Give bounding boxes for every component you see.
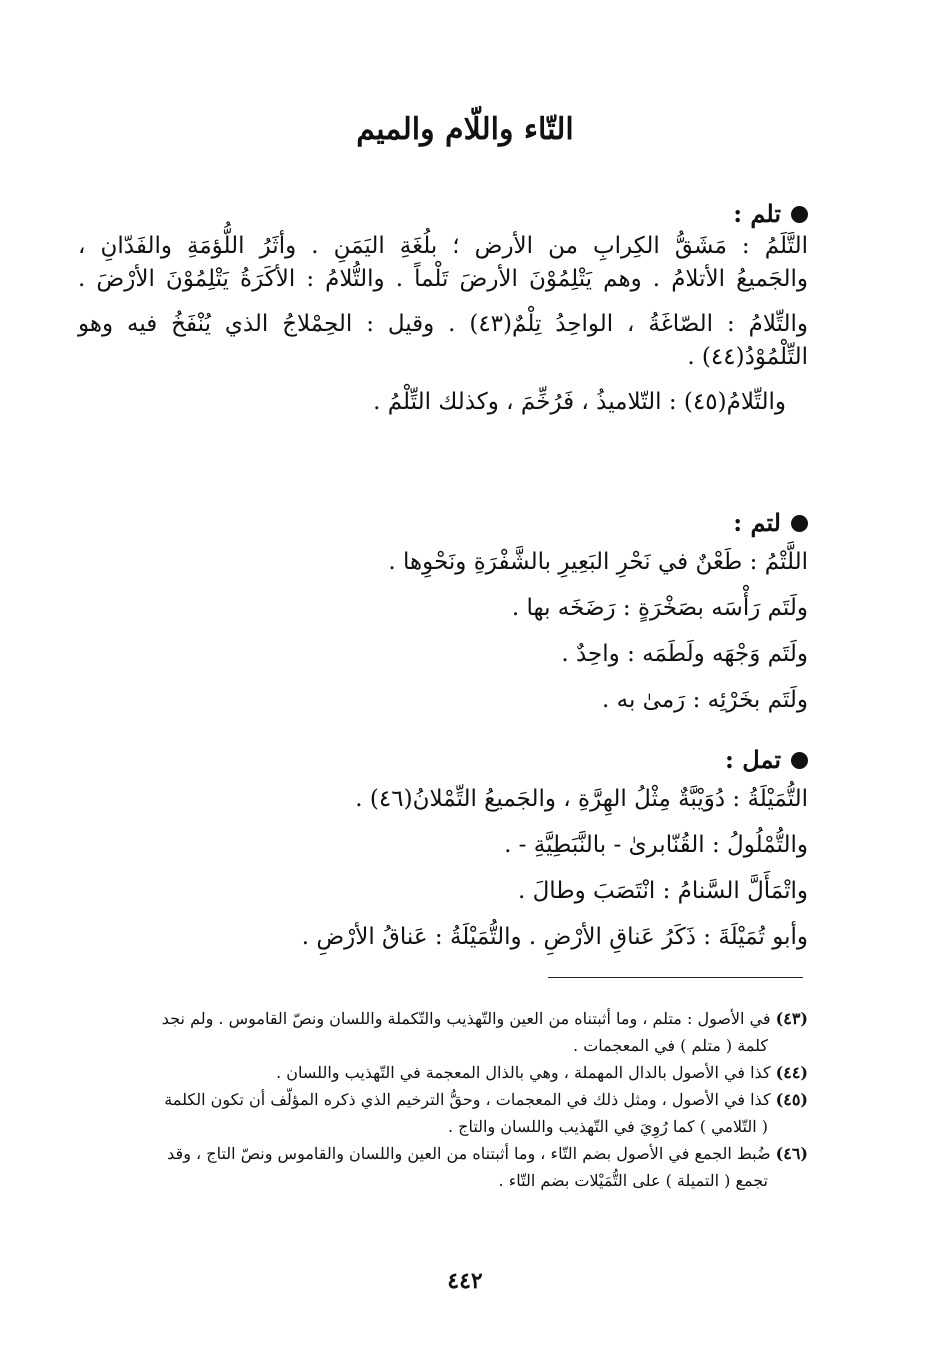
page-title: التّاء واللّام والميم	[356, 112, 574, 147]
entry-latam	[78, 507, 808, 723]
entry-line: ولَتَم رَأْسَه بصَخْرَةٍ : رَضَخَه بها .	[511, 595, 808, 621]
entry-line: ولَتَم بخَرْئِه : رَمىٰ به .	[602, 687, 808, 713]
page-number: ٤٤٢	[447, 1268, 483, 1294]
entry-line: ولَتَم وَجْهَه ولَطَمَه : واحِدٌ .	[561, 641, 808, 667]
footnote-number: (٤٥)	[775, 1090, 808, 1109]
entry-line: والتُّمْلُولُ : القُنّابرىٰ - بالنَّبَطِيَّةِ - .	[504, 832, 808, 858]
bullet-icon	[791, 515, 808, 532]
footnote-continuation: تجمع ( التميلة ) على التُّمَيْلات بضم التّاء .	[498, 1171, 768, 1190]
entry-talam	[78, 198, 808, 419]
entry-line: والتِّلامُ : الصّاغَةُ ، الواحِدُ تِلْمٌ(٤٣) . وقيل : الحِمْلاجُ الذي يُنْفَخُ فيه وهو	[78, 311, 808, 337]
entry-line: التِّلْمُوْدُ(٤٤) .	[687, 344, 808, 370]
bullet-icon	[791, 206, 808, 223]
footnote-number: (٤٣)	[775, 1009, 808, 1028]
entry-heading-label: تلم :	[733, 199, 781, 228]
footnote	[78, 1086, 808, 1140]
footnote-text: ضُبط الجمع في الأصول بضم التّاء ، وما أثبتناه من العين واللسان والقاموس ونصّ التاج ، وقد	[167, 1144, 771, 1163]
entry-line: اللَّتْمُ : طَعْنٌ في نَحْرِ البَعِيرِ بالشَّفْرَةِ ونَحْوِها .	[388, 549, 808, 575]
footnote-continuation: ( التّلامي ) كما رُوِيَ في التّهذيب واللسان والتاج .	[447, 1117, 768, 1136]
entry-heading	[78, 744, 808, 776]
footnote-text: كذا في الأصول ، ومثل ذلك في المعجمات ، وحقُّ الترخيم الذي ذكره المؤلّف أن تكون الكلمة	[164, 1090, 771, 1109]
entry-line: وأبو تُمَيْلَةَ : ذَكَرُ عَناقِ الأرْضِ . والتُّمَيْلَةُ : عَناقُ الأرْضِ .	[301, 924, 808, 950]
entry-heading-label: تمل :	[725, 745, 781, 774]
entry-line: والتِّلامُ(٤٥) : التّلاميذُ ، فَرُخِّمَ ، وكذلك التِّلْمُ .	[373, 389, 786, 415]
entry-heading-label: لتم :	[733, 508, 781, 537]
footnote	[78, 1005, 808, 1059]
bullet-icon	[791, 752, 808, 769]
entry-line: واتْمَأَلَّ السَّنامُ : انْتَصَبَ وطالَ .	[517, 878, 808, 904]
footnote	[78, 1140, 808, 1194]
entry-line: والجَميعُ الأتلامُ . وهم يَتْلِمُوْنَ الأرضَ تَلْماً . والتُّلامُ : الأكَرَةُ يَتْلِمُوْنَ الأرْضَ .	[78, 266, 808, 292]
footnote-text: كذا في الأصول بالدال المهملة ، وهي بالذال المعجمة في التّهذيب واللسان .	[276, 1063, 771, 1082]
footnote-number: (٤٤)	[775, 1063, 808, 1082]
entry-line: التُّمَيْلَةُ : دُوَيْبَّةٌ مِثْلُ الهِرَّةِ ، والجَميعُ التِّمْلانُ(٤٦) .	[355, 786, 808, 812]
footnote-number: (٤٦)	[775, 1144, 808, 1163]
footnote	[78, 1059, 808, 1086]
entry-tamal	[78, 744, 808, 960]
entry-heading	[78, 198, 808, 230]
entry-line: التَّلَمُ : مَشَقُّ الكِرابِ من الأرض ؛ بلُغَةِ اليَمَنِ . وأثَرُ اللُّؤمَةِ والفَدّانِ ،	[78, 233, 808, 259]
footnotes	[78, 1005, 808, 1194]
footnote-continuation: كلمة ( متلم ) في المعجمات .	[573, 1036, 768, 1055]
footnote-divider	[548, 977, 803, 978]
entry-heading	[78, 507, 808, 539]
footnote-text: في الأصول : متلم ، وما أثبتناه من العين والتّهذيب والتّكملة واللسان ونصّ القاموس . ولم نجد	[161, 1009, 771, 1028]
